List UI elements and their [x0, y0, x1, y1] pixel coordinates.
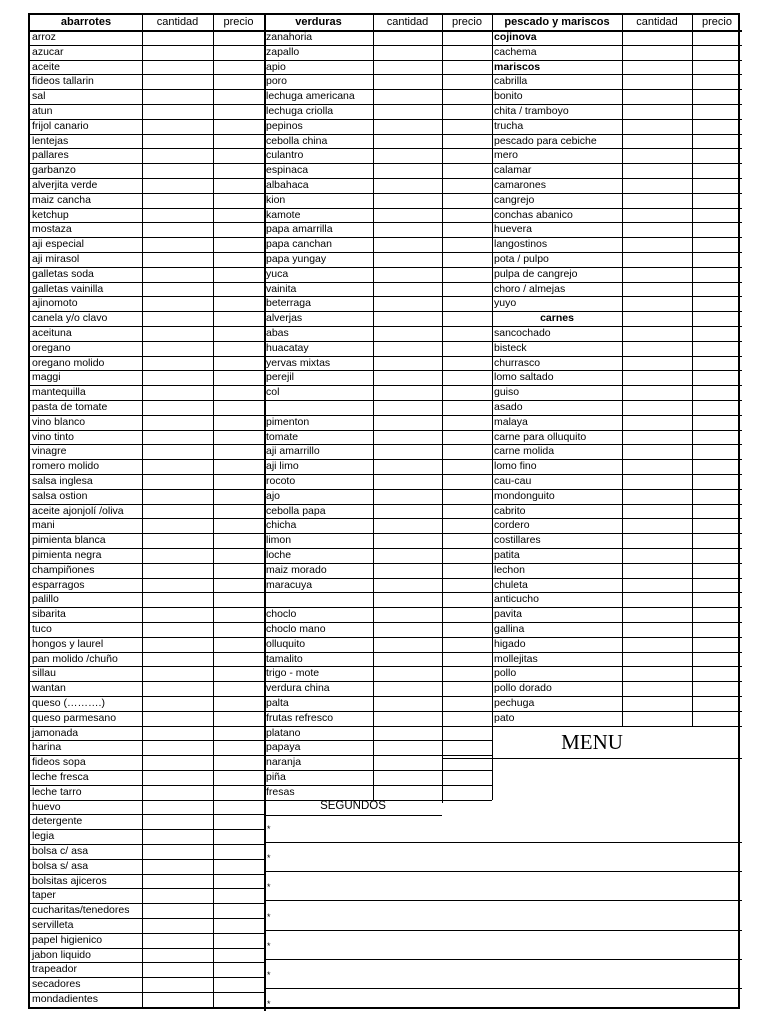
abarrotes-item: pasta de tomate	[32, 401, 108, 413]
verduras-item: papa amarrilla	[266, 223, 333, 236]
pescado-item: cordero	[494, 519, 530, 532]
abarrotes-item: leche tarro	[32, 785, 82, 798]
pescado-item: camarones	[494, 179, 546, 191]
abarrotes-item: oregano molido	[32, 356, 105, 369]
verduras-item: kamote	[266, 208, 301, 221]
abarrotes-item: canela y/o clavo	[32, 312, 108, 325]
header-pescado-mariscos: pescado y mariscos	[504, 16, 610, 28]
bullet-marker: *	[267, 999, 271, 1010]
abarrotes-item: romero molido	[32, 460, 100, 473]
verduras-item: ajo	[266, 489, 281, 502]
verduras-item: huacatay	[266, 341, 309, 354]
verduras-item	[264, 592, 373, 607]
abarrotes-item: harina	[32, 741, 62, 754]
abarrotes-item: vino blanco	[32, 415, 86, 428]
bullet-marker: *	[267, 940, 271, 951]
abarrotes-item: ketchup	[32, 208, 69, 221]
pescado-item: pato	[494, 711, 515, 724]
verduras-item: beterraga	[266, 297, 311, 310]
abarrotes-item: detergente	[32, 815, 83, 828]
abarrotes-item: galletas soda	[32, 267, 94, 280]
grid-line	[264, 900, 742, 901]
abarrotes-item: aji mirasol	[32, 253, 80, 265]
abarrotes-item: taper	[32, 889, 56, 902]
grid-line	[492, 726, 742, 727]
abarrotes-item: mostaza	[32, 223, 72, 236]
verduras-item: yuca	[266, 267, 289, 280]
abarrotes-item: arroz	[32, 31, 56, 43]
pescado-item: sancochado	[494, 327, 551, 339]
grid-line	[373, 15, 374, 800]
verduras-item: alverjas	[266, 312, 303, 325]
segundos-label: SEGUNDOS	[320, 799, 386, 812]
verduras-item: chicha	[266, 519, 297, 532]
header-cantidad: cantidad	[636, 16, 678, 28]
pescado-item: malaya	[494, 415, 528, 428]
pescado-item: conchas abanico	[494, 208, 573, 221]
abarrotes-item: salsa ostion	[32, 489, 88, 502]
bullet-marker: *	[267, 882, 271, 893]
abarrotes-item: atun	[32, 105, 53, 117]
abarrotes-item: vinagre	[32, 445, 67, 458]
header-precio: precio	[223, 16, 254, 28]
abarrotes-item: lentejas	[32, 134, 69, 147]
verduras-item: frutas refresco	[266, 711, 334, 724]
verduras-item: lechuga americana	[266, 90, 355, 103]
grid-line	[692, 15, 693, 726]
pescado-item: pavita	[494, 608, 523, 621]
pescado-item: yuyo	[494, 297, 517, 310]
abarrotes-item: jamonada	[32, 726, 79, 739]
grid-line	[142, 15, 143, 1007]
verduras-item: tomate	[266, 430, 299, 443]
pescado-item: pota / pulpo	[494, 253, 549, 265]
pescado-item: pescado para cebiche	[494, 134, 597, 147]
pescado-item: cangrejo	[494, 193, 535, 206]
abarrotes-item: queso (……….)	[32, 697, 105, 709]
bullet-marker: *	[267, 970, 271, 981]
verduras-item: loche	[266, 549, 292, 561]
grid-line	[442, 726, 443, 803]
verduras-item: papa yungay	[266, 253, 327, 265]
pescado-item: carne para olluquito	[494, 430, 587, 443]
abarrotes-item: queso parmesano	[32, 711, 117, 724]
pescado-item: patita	[494, 549, 520, 561]
abarrotes-item: pallares	[32, 149, 69, 162]
pescado-item: costillares	[494, 534, 541, 547]
abarrotes-item: trapeador	[32, 963, 77, 976]
abarrotes-item: fideos tallarin	[32, 75, 94, 88]
pescado-item: mariscos	[494, 60, 541, 73]
pescado-item: cabrito	[494, 504, 526, 517]
abarrotes-item: jabon liquido	[32, 948, 91, 961]
verduras-item: maiz morado	[266, 563, 327, 576]
verduras-item	[264, 400, 373, 415]
abarrotes-item: sillau	[32, 667, 56, 680]
verduras-item: apio	[266, 60, 286, 73]
abarrotes-item: pan molido /chuño	[32, 652, 118, 665]
abarrotes-item: esparragos	[32, 578, 85, 591]
pescado-item: langostinos	[494, 238, 548, 251]
pescado-item: mero	[494, 149, 518, 162]
abarrotes-item: bolsa c/ asa	[32, 845, 89, 857]
abarrotes-item: aceite	[32, 60, 61, 73]
pescado-item: lomo fino	[494, 460, 537, 473]
verduras-item: platano	[266, 726, 301, 739]
abarrotes-item: mani	[32, 519, 55, 532]
verduras-item: olluquito	[266, 637, 306, 650]
verduras-item: abas	[266, 327, 289, 339]
abarrotes-item: aceituna	[32, 327, 72, 339]
verduras-item: choclo mano	[266, 623, 326, 635]
verduras-item: trigo - mote	[266, 667, 320, 680]
verduras-item: lechuga criolla	[266, 105, 334, 117]
abarrotes-item: aji especial	[32, 238, 84, 251]
verduras-item: limon	[266, 534, 292, 547]
verduras-item: fresas	[266, 785, 295, 798]
abarrotes-item: tuco	[32, 623, 52, 635]
header-precio: precio	[452, 16, 482, 28]
verduras-item: zanahoria	[266, 31, 313, 43]
pescado-item: lechon	[494, 563, 525, 576]
pescado-item: pechuga	[494, 697, 535, 709]
pescado-item: pollo dorado	[494, 682, 552, 695]
bullet-marker: *	[267, 911, 271, 922]
header-cantidad: cantidad	[156, 16, 199, 28]
verduras-item: palta	[266, 697, 289, 709]
abarrotes-item: frijol canario	[32, 119, 89, 132]
abarrotes-item: huevo	[32, 800, 61, 813]
abarrotes-item: azucar	[32, 45, 64, 58]
abarrotes-item: garbanzo	[32, 164, 76, 177]
verduras-item: papa canchan	[266, 238, 332, 251]
abarrotes-item: fideos sopa	[32, 756, 86, 769]
grid-line	[264, 930, 742, 931]
abarrotes-item: champiñones	[32, 563, 95, 576]
bullet-marker: *	[267, 823, 271, 834]
pescado-item: bonito	[494, 90, 523, 103]
pescado-item: cachema	[494, 45, 537, 58]
grid-line	[264, 842, 742, 843]
pescado-item: pollo	[494, 667, 517, 680]
abarrotes-item: leche fresca	[32, 771, 89, 783]
pescado-item: asado	[494, 401, 523, 413]
abarrotes-item: alverjita verde	[32, 179, 98, 191]
pescado-item: calamar	[494, 164, 532, 177]
abarrotes-item: salsa inglesa	[32, 475, 93, 487]
verduras-item: yervas mixtas	[266, 356, 331, 369]
abarrotes-item: maiz cancha	[32, 193, 91, 206]
abarrotes-item: maggi	[32, 371, 61, 384]
abarrotes-item: ajinomoto	[32, 297, 78, 310]
grid-line	[622, 15, 623, 726]
menu-title: MENU	[561, 729, 623, 754]
pescado-item: carnes	[540, 312, 574, 325]
pescado-item: guiso	[494, 386, 520, 399]
abarrotes-item: pimienta blanca	[32, 534, 106, 547]
grid-line	[442, 758, 742, 759]
verduras-item: maracuya	[266, 578, 313, 591]
pescado-item: bisteck	[494, 341, 527, 354]
abarrotes-item: mondadientes	[32, 993, 98, 1005]
pescado-item: mondonguito	[494, 489, 555, 502]
abarrotes-item: aceite ajonjolí /oliva	[32, 504, 124, 517]
pescado-item: churrasco	[494, 356, 541, 369]
pescado-item: trucha	[494, 119, 524, 132]
pescado-item: chuleta	[494, 578, 528, 591]
pescado-item: gallina	[494, 623, 525, 635]
pescado-item: higado	[494, 637, 526, 650]
verduras-item: rocoto	[266, 475, 296, 487]
verduras-item: perejil	[266, 371, 295, 384]
abarrotes-item: secadores	[32, 978, 81, 991]
abarrotes-item: legia	[32, 830, 55, 843]
pescado-item: mollejitas	[494, 652, 538, 665]
abarrotes-item: sibarita	[32, 608, 66, 621]
pescado-item: lomo saltado	[494, 371, 554, 384]
grid-line	[492, 15, 493, 800]
abarrotes-item: bolsa s/ asa	[32, 859, 89, 872]
verduras-item: cebolla china	[266, 134, 328, 147]
verduras-item: pimenton	[266, 415, 310, 428]
abarrotes-item: oregano	[32, 341, 71, 354]
grid-line	[264, 815, 442, 816]
verduras-item: choclo	[266, 608, 297, 621]
verduras-item: col	[266, 386, 280, 399]
verduras-item: tamalito	[266, 652, 303, 665]
verduras-item: espinaca	[266, 164, 309, 177]
abarrotes-item: cucharitas/tenedores	[32, 904, 130, 917]
grid-line	[264, 871, 742, 872]
abarrotes-item: hongos y laurel	[32, 637, 104, 650]
bullet-marker: *	[267, 852, 271, 863]
header-abarrotes: abarrotes	[60, 16, 112, 28]
verduras-item: naranja	[266, 756, 302, 769]
abarrotes-item: vino tinto	[32, 430, 75, 443]
abarrotes-item: pimienta negra	[32, 549, 102, 561]
pescado-item: huevera	[494, 223, 532, 236]
pescado-item: pulpa de cangrejo	[494, 267, 578, 280]
grid-line	[442, 15, 443, 800]
shopping-list-sheet	[28, 13, 740, 1009]
abarrotes-item: papel higienico	[32, 933, 103, 946]
grid-line	[213, 15, 214, 1007]
verduras-item: papaya	[266, 741, 301, 754]
verduras-item: culantro	[266, 149, 304, 162]
verduras-item: zapallo	[266, 45, 300, 58]
header-cantidad: cantidad	[386, 16, 429, 28]
pescado-item: anticucho	[494, 593, 539, 606]
header-verduras: verduras	[295, 16, 342, 28]
verduras-item: kion	[266, 193, 286, 206]
grid-line	[264, 988, 742, 989]
pescado-item: cabrilla	[494, 75, 528, 88]
verduras-item: cebolla papa	[266, 504, 326, 517]
abarrotes-item: servilleta	[32, 919, 74, 931]
pescado-item: carne molida	[494, 445, 555, 458]
pescado-item: chita / tramboyo	[494, 105, 569, 117]
pescado-item: cau-cau	[494, 475, 532, 487]
abarrotes-item: palillo	[32, 593, 59, 606]
pescado-item: choro / almejas	[494, 282, 566, 295]
abarrotes-item: bolsitas ajiceros	[32, 874, 107, 887]
grid-line	[264, 959, 742, 960]
abarrotes-item: mantequilla	[32, 386, 86, 399]
abarrotes-item: galletas vainilla	[32, 282, 104, 295]
verduras-item: poro	[266, 75, 288, 88]
abarrotes-item: wantan	[32, 682, 66, 695]
verduras-item: verdura china	[266, 682, 330, 695]
abarrotes-item: sal	[32, 90, 46, 103]
verduras-item: aji amarrillo	[266, 445, 320, 458]
pescado-item: cojinova	[494, 31, 537, 43]
header-precio: precio	[702, 16, 732, 28]
verduras-item: pepinos	[266, 119, 303, 132]
verduras-item: piña	[266, 771, 286, 783]
verduras-item: albahaca	[266, 179, 309, 191]
verduras-item: vainita	[266, 282, 297, 295]
grid-line	[30, 1007, 264, 1008]
verduras-item: aji limo	[266, 460, 299, 473]
